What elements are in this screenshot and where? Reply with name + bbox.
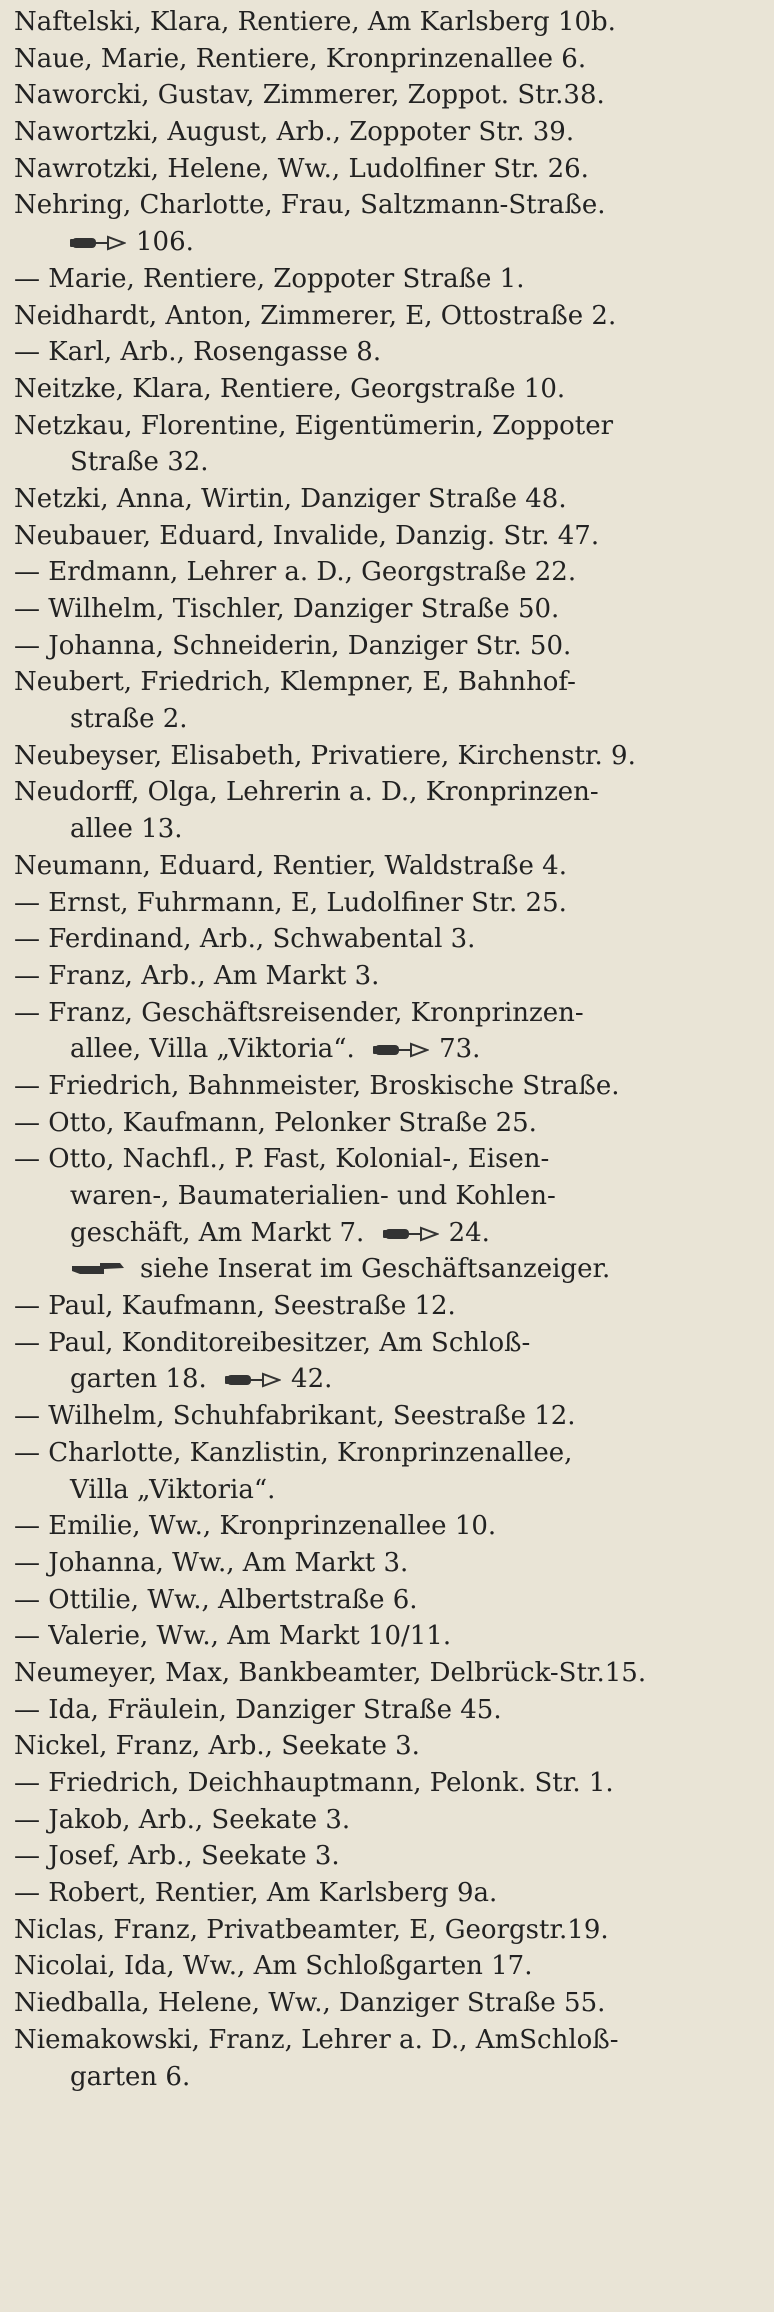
directory-entry-line bbox=[14, 1765, 760, 1802]
directory-entry-line bbox=[14, 1838, 760, 1875]
directory-entry-line bbox=[14, 885, 760, 922]
directory-entry-line bbox=[14, 1618, 760, 1655]
directory-entry-line bbox=[14, 4, 760, 41]
phone-number: 24. bbox=[448, 1217, 490, 1248]
directory-entry-line bbox=[14, 1398, 760, 1435]
directory-entry-line bbox=[14, 1141, 760, 1178]
directory-entry-line bbox=[14, 1105, 760, 1142]
directory-entry-line bbox=[14, 1985, 760, 2022]
entry-text: — Valerie, Ww., Am Markt 10/11. bbox=[14, 1621, 452, 1652]
entry-text: — Charlotte, Kanzlistin, Kronprinzenallee, bbox=[14, 1437, 573, 1468]
directory-entry-line bbox=[14, 1582, 760, 1619]
directory-entry-line bbox=[14, 628, 760, 665]
directory-entry-line bbox=[14, 1545, 760, 1582]
entry-text: — Wilhelm, Schuhfabrikant, Seestraße 12. bbox=[14, 1401, 576, 1432]
entry-text: garten 6. bbox=[70, 2061, 191, 2092]
entry-text: geschäft, Am Markt 7. bbox=[70, 1217, 365, 1248]
entry-text: — Erdmann, Lehrer a. D., Georgstraße 22. bbox=[14, 557, 577, 588]
entry-text: — Josef, Arb., Seekate 3. bbox=[14, 1841, 340, 1872]
entry-text: 106. bbox=[136, 227, 194, 258]
directory-entry-line bbox=[14, 1802, 760, 1839]
directory-entry-line bbox=[14, 774, 760, 811]
entry-text: — Ferdinand, Arb., Schwabental 3. bbox=[14, 924, 476, 955]
directory-entry-line bbox=[14, 371, 760, 408]
entry-text: — Friedrich, Bahnmeister, Broskische Straße. bbox=[14, 1070, 620, 1101]
entry-text: Nickel, Franz, Arb., Seekate 3. bbox=[14, 1731, 420, 1762]
entry-text: — Jakob, Arb., Seekate 3. bbox=[14, 1804, 351, 1835]
entry-text: Neidhardt, Anton, Zimmerer, E, Ottostraße 2. bbox=[14, 300, 617, 331]
phone-icon bbox=[225, 1370, 281, 1390]
entry-text: Niclas, Franz, Privatbeamter, E, Georgstr.19. bbox=[14, 1914, 609, 1945]
entry-text: — Marie, Rentiere, Zoppoter Straße 1. bbox=[14, 263, 525, 294]
directory-entry-line bbox=[14, 664, 760, 701]
phone-icon bbox=[70, 233, 126, 253]
phone-number: 42. bbox=[291, 1364, 333, 1395]
entry-text: Naworcki, Gustav, Zimmerer, Zoppot. Str.38. bbox=[14, 80, 605, 111]
entry-text: waren-, Baumaterialien- und Kohlen- bbox=[70, 1181, 556, 1211]
entry-text: siehe Inserat im Geschäftsanzeiger. bbox=[140, 1254, 611, 1285]
entry-text: Nehring, Charlotte, Frau, Saltzmann-Straße. bbox=[14, 190, 606, 221]
entry-text: Neubeyser, Elisabeth, Privatiere, Kirchenstr. 9. bbox=[14, 740, 636, 771]
directory-entry-line bbox=[14, 1031, 760, 1068]
entry-text: — Emilie, Ww., Kronprinzenallee 10. bbox=[14, 1511, 497, 1542]
entry-text: — Franz, Arb., Am Markt 3. bbox=[14, 960, 380, 991]
directory-entry-line bbox=[14, 591, 760, 628]
directory-entry-line bbox=[14, 444, 760, 481]
directory-entry-line bbox=[14, 1325, 760, 1362]
directory-entry-line bbox=[14, 1068, 760, 1105]
directory-entry-line bbox=[14, 1251, 760, 1288]
directory-entry-line bbox=[14, 921, 760, 958]
entry-text: Naue, Marie, Rentiere, Kronprinzenallee 6. bbox=[14, 43, 587, 74]
entry-text: Neubert, Friedrich, Klempner, E, Bahnhof- bbox=[14, 667, 576, 698]
entry-text: Straße 32. bbox=[70, 447, 209, 478]
directory-entry-line bbox=[14, 1655, 760, 1692]
entry-text: Neubauer, Eduard, Invalide, Danzig. Str. 47. bbox=[14, 520, 600, 551]
entry-text: garten 18. bbox=[70, 1364, 207, 1395]
entry-text: — Johanna, Schneiderin, Danziger Str. 50. bbox=[14, 630, 572, 661]
directory-entry-line bbox=[14, 2022, 760, 2059]
directory-entry-line bbox=[14, 1215, 760, 1252]
entry-text: Niemakowski, Franz, Lehrer a. D., AmSchloß- bbox=[14, 2024, 619, 2055]
entry-text: — Friedrich, Deichhauptmann, Pelonk. Str. 1. bbox=[14, 1768, 614, 1798]
entry-text: Villa „Viktoria“. bbox=[70, 1474, 276, 1505]
entry-text: Neumann, Eduard, Rentier, Waldstraße 4. bbox=[14, 850, 567, 881]
entry-text: — Ida, Fräulein, Danziger Straße 45. bbox=[14, 1694, 502, 1725]
directory-entry-line bbox=[14, 1288, 760, 1325]
directory-entry-line bbox=[14, 518, 760, 555]
entry-text: allee, Villa „Viktoria“. bbox=[70, 1034, 355, 1065]
directory-entry-line bbox=[14, 1948, 760, 1985]
directory-entry-line bbox=[14, 408, 760, 445]
directory-entry-line bbox=[14, 224, 760, 261]
directory-entry-line bbox=[14, 334, 760, 371]
entry-text: Naftelski, Klara, Rentiere, Am Karlsberg 10b. bbox=[14, 7, 616, 37]
directory-entry-line bbox=[14, 151, 760, 188]
directory-entry-line bbox=[14, 481, 760, 518]
directory-entry-line bbox=[14, 811, 760, 848]
entry-text: — Ottilie, Ww., Albertstraße 6. bbox=[14, 1584, 418, 1615]
directory-entry-line bbox=[14, 738, 760, 775]
entry-text: Niedballa, Helene, Ww., Danziger Straße 55. bbox=[14, 1988, 606, 2019]
entry-text: Netzki, Anna, Wirtin, Danziger Straße 48. bbox=[14, 483, 567, 514]
directory-entry-line bbox=[14, 114, 760, 151]
phone-number: 73. bbox=[439, 1034, 481, 1065]
directory-entry-line bbox=[14, 1508, 760, 1545]
entry-text: — Franz, Geschäftsreisender, Kronprinzen- bbox=[14, 997, 584, 1028]
directory-entry-line bbox=[14, 1361, 760, 1398]
directory-entry-line bbox=[14, 41, 760, 78]
directory-entry-line bbox=[14, 1692, 760, 1729]
entry-text: — Paul, Konditoreibesitzer, Am Schloß- bbox=[14, 1327, 531, 1358]
entry-text: — Karl, Arb., Rosengasse 8. bbox=[14, 337, 382, 368]
directory-entry-line bbox=[14, 995, 760, 1032]
directory-entry-line bbox=[14, 261, 760, 298]
entry-text: Neudorff, Olga, Lehrerin a. D., Kronprinzen- bbox=[14, 777, 599, 808]
entry-text: — Wilhelm, Tischler, Danziger Straße 50. bbox=[14, 594, 560, 624]
entry-text: Nawortzki, August, Arb., Zoppoter Str. 39. bbox=[14, 117, 575, 148]
directory-entry-line bbox=[14, 848, 760, 885]
entry-text: Netzkau, Florentine, Eigentümerin, Zoppoter bbox=[14, 410, 614, 441]
entry-text: — Ernst, Fuhrmann, E, Ludolfiner Str. 25. bbox=[14, 887, 567, 918]
directory-entry-line bbox=[14, 554, 760, 591]
entry-text: straße 2. bbox=[70, 704, 188, 735]
entry-text: Nawrotzki, Helene, Ww., Ludolfiner Str. 26. bbox=[14, 153, 589, 184]
entry-text: Neitzke, Klara, Rentiere, Georgstraße 10. bbox=[14, 373, 566, 404]
directory-entry-line bbox=[14, 1472, 760, 1509]
directory-entry-line bbox=[14, 958, 760, 995]
pointing-hand-icon bbox=[70, 1260, 126, 1280]
directory-entry-line bbox=[14, 1435, 760, 1472]
directory-entry-line bbox=[14, 298, 760, 335]
directory-entry-line bbox=[14, 1178, 760, 1215]
entry-text: — Robert, Rentier, Am Karlsberg 9a. bbox=[14, 1878, 498, 1909]
entry-text: — Paul, Kaufmann, Seestraße 12. bbox=[14, 1291, 456, 1322]
directory-entry-line bbox=[14, 1875, 760, 1912]
directory-entry-line bbox=[14, 187, 760, 224]
entry-text: allee 13. bbox=[70, 814, 183, 845]
entry-text: — Johanna, Ww., Am Markt 3. bbox=[14, 1547, 409, 1578]
entry-text: — Otto, Kaufmann, Pelonker Straße 25. bbox=[14, 1107, 537, 1138]
entry-text: Neumeyer, Max, Bankbeamter, Delbrück-Str.15. bbox=[14, 1657, 647, 1688]
phone-icon bbox=[383, 1224, 439, 1244]
entry-text: — Otto, Nachfl., P. Fast, Kolonial-, Eisen- bbox=[14, 1144, 550, 1175]
directory-entry-line bbox=[14, 2059, 760, 2096]
phone-icon bbox=[373, 1040, 429, 1060]
entry-text: Nicolai, Ida, Ww., Am Schloßgarten 17. bbox=[14, 1951, 533, 1982]
directory-entry-line bbox=[14, 1912, 760, 1949]
directory-entry-line bbox=[14, 701, 760, 738]
directory-entry-line bbox=[14, 1728, 760, 1765]
directory-entry-line bbox=[14, 77, 760, 114]
